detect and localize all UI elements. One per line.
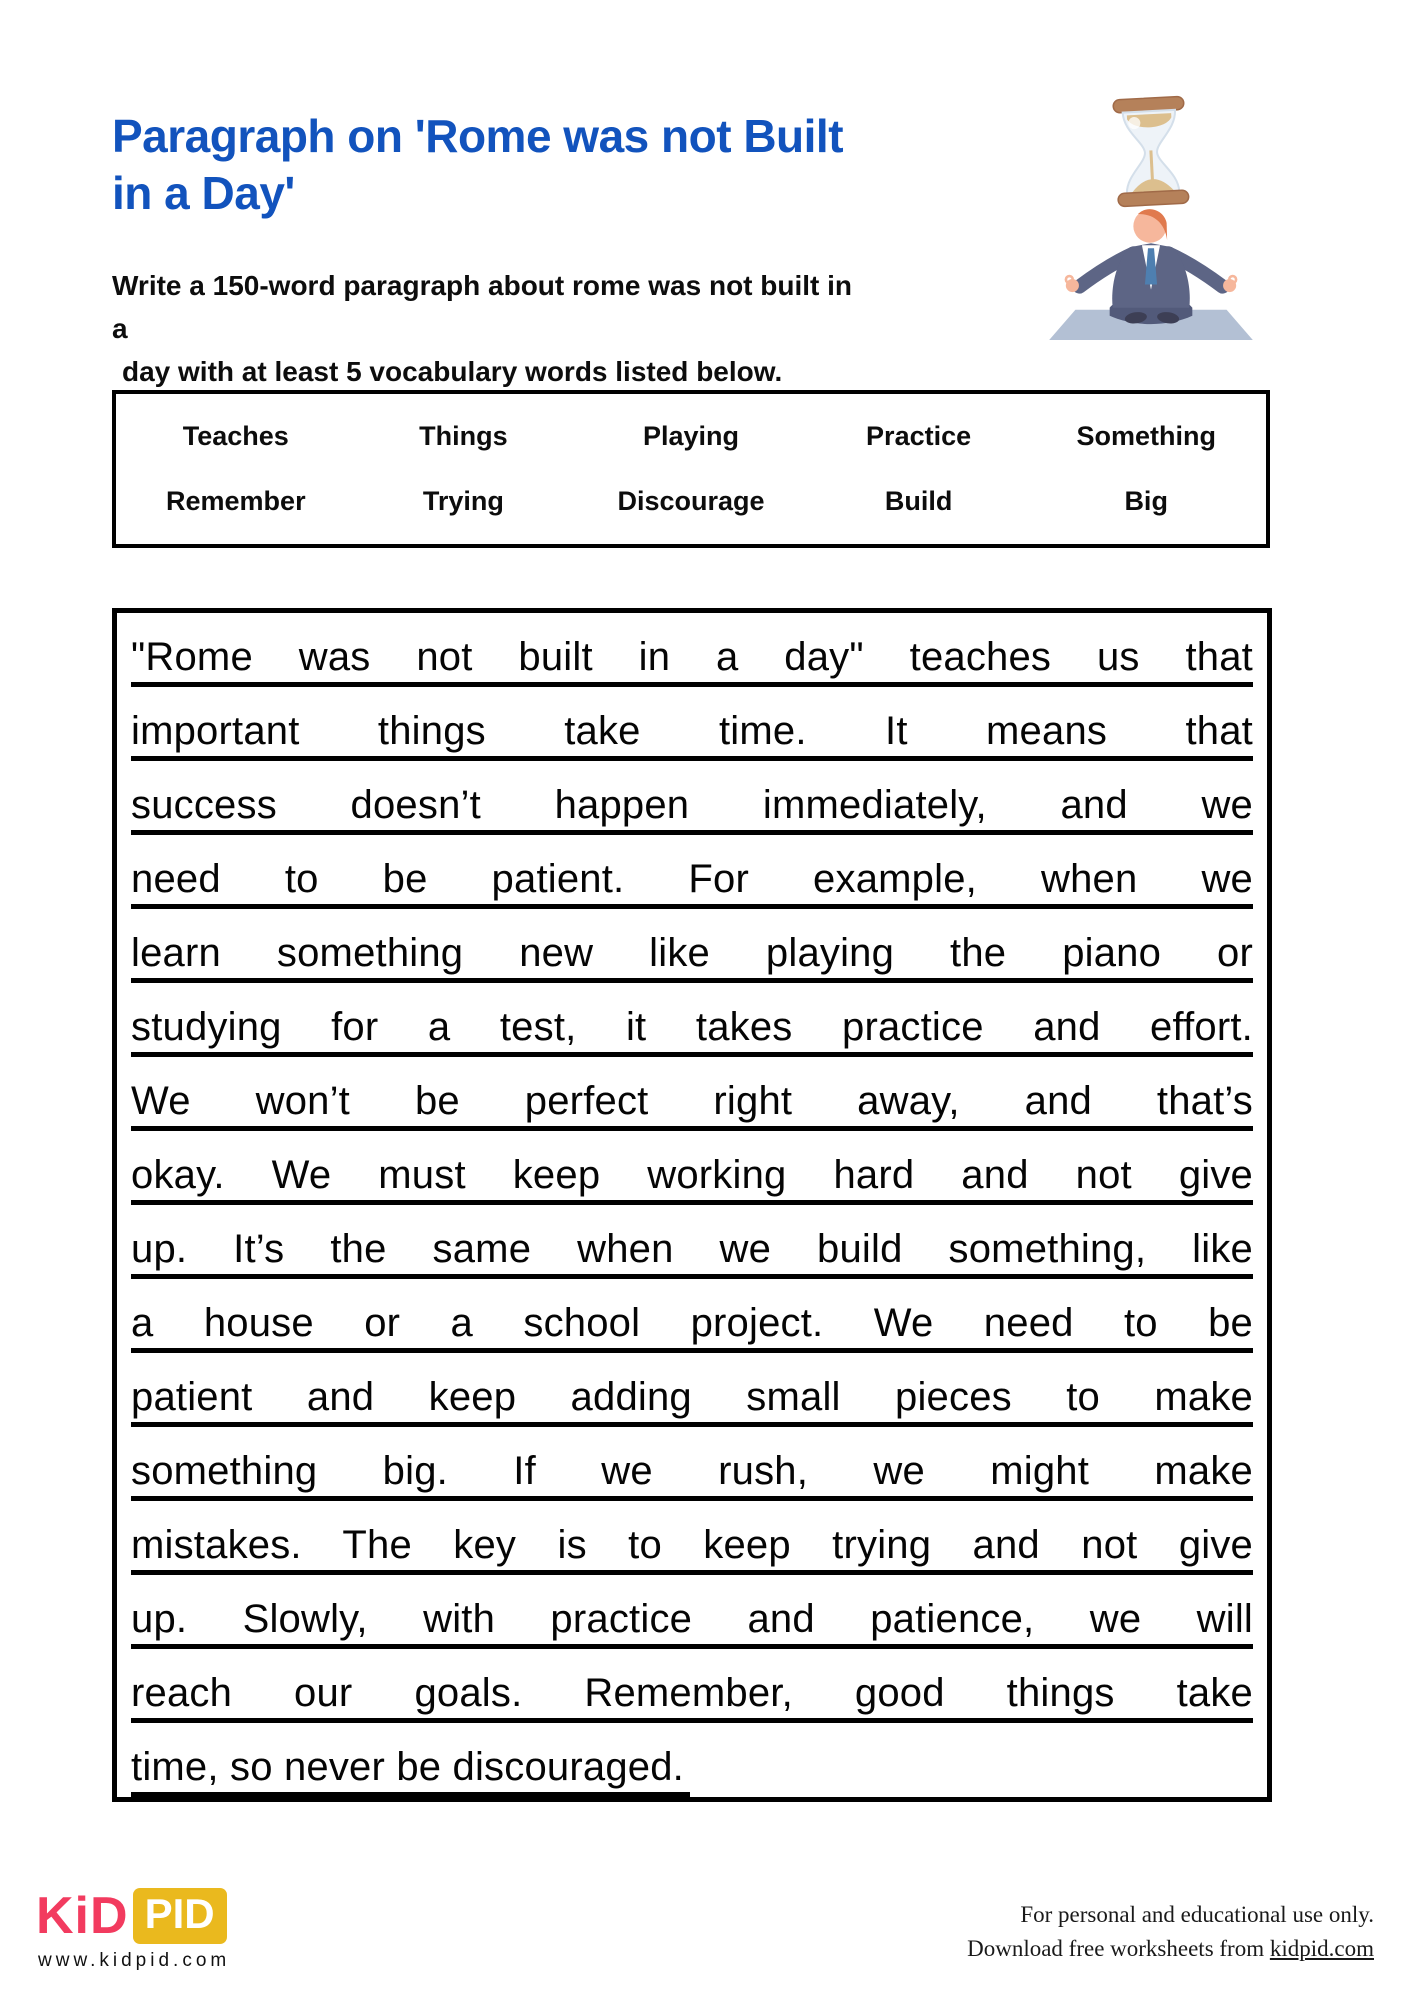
- paragraph-line-1: "Rome was not built in a day" teaches us that: [131, 613, 1253, 687]
- page-title-line1: Paragraph on 'Rome was not Built: [112, 110, 844, 162]
- paragraph-line-11: patient and keep adding small pieces to make: [131, 1353, 1253, 1427]
- paragraph-line-16: [131, 1723, 1253, 1797]
- paragraph-line-5: learn something new like playing the piano or: [131, 909, 1253, 983]
- hand-right-mudra: [1229, 276, 1236, 283]
- paragraph-line-10: a house or a school project. We need to be: [131, 1279, 1253, 1353]
- paragraph-line-8: okay. We must keep working hard and not give: [131, 1131, 1253, 1205]
- kidpid-logo: [36, 1886, 227, 1946]
- vocab-word-remember: Remember: [166, 486, 306, 516]
- meditating-man-hourglass-illustration: [1042, 92, 1260, 344]
- vocab-word-trying: Trying: [422, 486, 504, 516]
- vocab-word-teaches: Teaches: [182, 421, 289, 451]
- website-url: www.kidpid.com: [38, 1950, 231, 1971]
- vocab-word-playing: Playing: [642, 421, 739, 451]
- paragraph-line-9: up. It’s the same when we build something, like: [131, 1205, 1253, 1279]
- paragraph-line-14: up. Slowly, with practice and patience, we will: [131, 1575, 1253, 1649]
- instruction-line1: Write a 150-word paragraph about rome was not built in a: [112, 270, 853, 344]
- usage-notice: [967, 1898, 1374, 1966]
- paragraph-box: [112, 608, 1272, 1802]
- paragraph-line-6: studying for a test, it takes practice and effort.: [131, 983, 1253, 1057]
- paragraph-line-3: success doesn’t happen immediately, and we: [131, 761, 1253, 835]
- paragraph-line-15: reach our goals. Remember, good things take: [131, 1649, 1253, 1723]
- kidpid-link[interactable]: kidpid.com: [1269, 1936, 1374, 1961]
- paragraph-line-4: need to be patient. For example, when we: [131, 835, 1253, 909]
- vocab-word-big: Big: [1124, 486, 1168, 516]
- page-title-line2: in a Day': [112, 167, 295, 219]
- usage-notice-line2: Download free worksheets from: [967, 1936, 1270, 1961]
- paragraph-line-12: something big. If we rush, we might make: [131, 1427, 1253, 1501]
- instruction-text: [112, 264, 872, 393]
- page-title: [112, 108, 1032, 222]
- hand-left-mudra: [1066, 276, 1073, 283]
- vocab-word-something: Something: [1076, 421, 1216, 451]
- paragraph-line-16-text: time, so never be discouraged.: [131, 1723, 690, 1797]
- kidpid-logo-kid: KiD: [36, 1887, 129, 1945]
- vocab-word-practice: Practice: [866, 421, 972, 451]
- usage-notice-line1: For personal and educational use only.: [1020, 1902, 1374, 1927]
- vocab-word-discourage: Discourage: [617, 486, 765, 516]
- vocab-word-build: Build: [884, 486, 953, 516]
- kidpid-logo-pid: PID: [133, 1888, 227, 1944]
- vocab-word-things: Things: [419, 421, 508, 451]
- paragraph-line-7: We won’t be perfect right away, and that’s: [131, 1057, 1253, 1131]
- vocabulary-box: [112, 390, 1270, 548]
- hourglass-icon: [1113, 96, 1189, 206]
- paragraph-line-2: important things take time. It means that: [131, 687, 1253, 761]
- paragraph-line-13: mistakes. The key is to keep trying and not give: [131, 1501, 1253, 1575]
- instruction-line2: day with at least 5 vocabulary words listed below.: [122, 356, 783, 387]
